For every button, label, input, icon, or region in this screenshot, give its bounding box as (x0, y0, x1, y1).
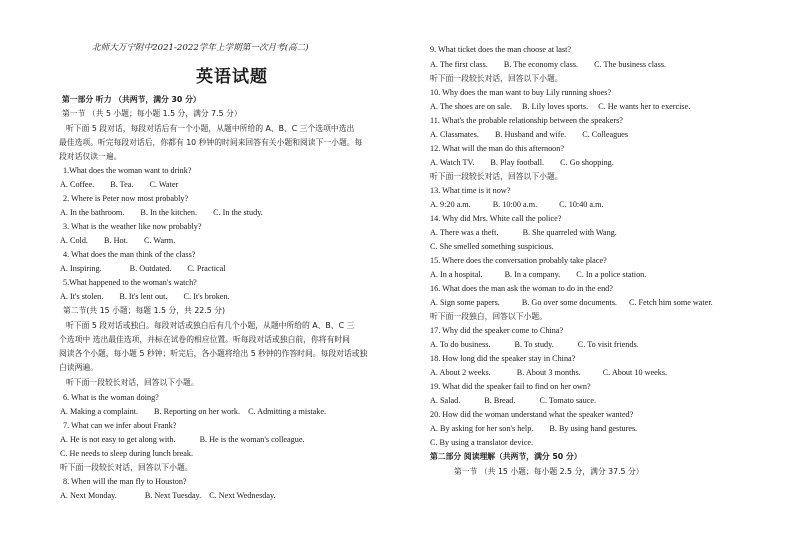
option-a: A. It's stolen. (60, 292, 104, 301)
section2-instruction-line: 阅读各个小题，每小题 5 秒钟；听完后，各小题将给出 5 秒钟的作答时间。每段对话或独 (59, 349, 368, 358)
option-c: C. In the study. (213, 208, 263, 217)
section2-instruction-line: 白读两遍。 (59, 363, 98, 372)
question-14-options-ab (430, 227, 617, 238)
option-a: A. About 2 weeks. (430, 368, 491, 377)
question-17-options (430, 339, 639, 350)
option-a: A. In a hospital. (430, 270, 483, 279)
option-c: C. In a police station. (576, 270, 647, 279)
question-10: 10. Why does the man want to buy Lily running shoes? (430, 88, 612, 97)
option-a: A. Watch TV. (430, 158, 475, 167)
question-6: 6. What is the woman doing? (63, 393, 159, 402)
question-5-options (60, 291, 230, 302)
option-b: B. Tea. (110, 180, 134, 189)
question-3-options (60, 235, 175, 246)
question-18: 18. How long did the speaker stay in China? (430, 354, 576, 363)
listen-long-instruction: 听下面一段较长对话，回答以下小题。 (60, 463, 193, 472)
option-a: A. To do business. (430, 340, 491, 349)
question-11: 11. What's the probable relationship between the speakers? (430, 116, 623, 125)
option-a: A. The shoes are on sale. (430, 102, 512, 111)
option-a: A. Coffee. (60, 180, 95, 189)
question-9-options (430, 59, 666, 70)
question-3: 3. What is the weather like now probably? (63, 222, 202, 231)
option-b: B. Go over some documents. (521, 298, 617, 307)
option-b: B. Hot. (104, 236, 128, 245)
exam-header: 北师大万宁附中2021-2022学年上学期第一次月考(高二) (92, 43, 309, 53)
option-a: A. In the bathroom. (60, 208, 125, 217)
question-15-options (430, 269, 646, 280)
option-a: A. He is not easy to get along with. (60, 435, 176, 444)
question-16: 16. What does the man ask the woman to do in the end? (430, 284, 613, 293)
question-4: 4. What does the man think of the class? (63, 250, 196, 259)
option-b: B. Husband and wife. (494, 130, 567, 139)
option-a: A. Cold. (60, 236, 88, 245)
question-2: 2. Where is Peter now most probably? (63, 194, 189, 203)
question-8-options (60, 490, 276, 501)
option-c: C. Tomato sauce. (539, 396, 597, 405)
option-a: A. 9:20 a.m. (430, 200, 471, 209)
question-14-option-c: C. She smelled something suspicious. (430, 242, 554, 251)
question-4-options (60, 263, 226, 274)
right-column (420, 0, 794, 544)
question-5: 5.What happened to the woman's watch? (63, 278, 197, 287)
section1-instruction-line: 最佳选项。听完每段对话后，你都有 10 秒钟的时间来回答有关小题和阅读下一小题。每 (59, 138, 363, 147)
option-b: B. It's lent out. (119, 292, 168, 301)
question-9: 9. What ticket does the man choose at last? (430, 45, 572, 54)
question-7-options-ab (60, 434, 305, 445)
question-20-options-ab (430, 423, 637, 434)
option-c: C. Colleagues (582, 130, 629, 139)
option-b: B. In the kitchen. (140, 208, 198, 217)
option-c: C. Admitting a mistake. (248, 407, 327, 416)
part2-heading: 第二部分 阅读理解（共两节，满分 50 分） (430, 452, 582, 461)
listen-monologue-instruction: 听下面一段独白，回答以下小题。 (430, 312, 547, 321)
option-b: B. In a company. (504, 270, 561, 279)
option-c: C. It's broken. (183, 292, 230, 301)
option-a: A. Sign some papers. (430, 298, 500, 307)
option-b: B. Bread. (484, 396, 516, 405)
option-a: A. Next Monday. (60, 491, 117, 500)
question-7-option-c: C. He needs to sleep during lunch break. (60, 449, 194, 458)
option-a: A. Inspiring. (60, 264, 102, 273)
listen-long-instruction: 听下面一段较长对话，回答以下小题。 (66, 378, 199, 387)
question-19: 19. What did the speaker fail to find on her own? (430, 382, 591, 391)
question-1-options (60, 179, 178, 190)
page-title: 英语试题 (196, 67, 268, 87)
option-b: B. Reporting on her work. (154, 407, 241, 416)
section2-heading: 第二节(共 15 小题；每题 1.5 分，共 22.5 分) (63, 306, 225, 315)
question-11-options (430, 129, 628, 140)
option-c: C. 10:40 a.m. (559, 200, 604, 209)
question-1: 1.What does the woman want to drink? (63, 166, 192, 175)
option-b: B. About 3 months. (516, 368, 581, 377)
option-b: B. Next Tuesday. (144, 491, 202, 500)
question-18-options (430, 367, 667, 378)
option-c: C. To visit friends. (577, 340, 639, 349)
question-17: 17. Why did the speaker come to China? (430, 326, 564, 335)
question-13: 13. What time is it now? (430, 186, 511, 195)
section1-heading: 第一节 （共 5 小题；每小题 1.5 分，满分 7.5 分） (62, 109, 242, 118)
option-a: A. By asking for her son's help. (430, 424, 534, 433)
question-6-options (60, 406, 326, 417)
part2-section1-heading: 第一节 （共 15 小题；每小题 2.5 分，满分 37.5 分） (454, 467, 644, 476)
section2-instruction-line: 听下面 5 段对话或独白。每段对话或独白后有几个小题，从题中所给的 A、B、C 三 (66, 321, 355, 330)
question-20-option-c: C. By using a translator device. (430, 438, 534, 447)
option-c: C. About 10 weeks. (602, 368, 668, 377)
option-c: C. Next Wednesday. (209, 491, 276, 500)
question-12-options (430, 157, 614, 168)
part1-heading: 第一部分 听力 （共两节，满分 30 分） (62, 95, 201, 104)
question-13-options (430, 199, 604, 210)
option-a: A. The first class. (430, 60, 488, 69)
section2-instruction-line: 个选项中 选出最佳选项，并标在试卷的相应位置。听每段对话或独白前，你将有时间 (59, 335, 350, 344)
option-b: B. Outdated. (129, 264, 172, 273)
question-8: 8. When will the man fly to Houston? (63, 477, 187, 486)
question-12: 12. What will the man do this afternoon? (430, 144, 565, 153)
question-14: 14. Why did Mrs. White call the police? (430, 214, 562, 223)
option-b: B. Play football. (490, 158, 545, 167)
question-16-options (430, 297, 713, 308)
listen-long-instruction: 听下面一段较长对话，回答以下小题。 (430, 74, 563, 83)
question-2-options (60, 207, 263, 218)
question-15: 15. Where does the conversation probably take place? (430, 256, 607, 265)
question-20: 20. How did the woman understand what the speaker wanted? (430, 410, 634, 419)
option-c: C. Water (149, 180, 179, 189)
question-19-options (430, 395, 596, 406)
option-b: B. By using hand gestures. (549, 424, 638, 433)
section1-instruction-line: 段对话仅读一遍。 (59, 152, 122, 161)
option-c: C. Warm. (143, 236, 176, 245)
option-c: C. Fetch him some water. (628, 298, 713, 307)
option-c: C. Go shopping. (560, 158, 614, 167)
option-c: C. Practical (187, 264, 226, 273)
option-a: A. Making a complaint. (60, 407, 138, 416)
listen-long-instruction: 听下面一段较长对话，回答以下小题。 (430, 172, 563, 181)
option-c: C. The business class. (594, 60, 667, 69)
question-7: 7. What can we infer about Frank? (63, 421, 177, 430)
option-b: B. The economy class. (503, 60, 579, 69)
option-a: A. Classmates. (430, 130, 479, 139)
option-b: B. She quarreled with Wang. (522, 228, 617, 237)
option-b: B. He is the woman's colleague. (199, 435, 305, 444)
option-a: A. Salad. (430, 396, 461, 405)
option-c: C. He wants her to exercise. (598, 102, 691, 111)
section1-instruction-line: 听下面 5 段对话，每段对话后有一个小题，从题中所给的 A、B、C 三个选项中选出 (66, 124, 355, 133)
option-b: B. 10:00 a.m. (492, 200, 538, 209)
option-a: A. There was a theft. (430, 228, 499, 237)
option-b: B. Lily loves sports. (521, 102, 589, 111)
question-10-options (430, 101, 690, 112)
option-b: B. To study. (514, 340, 554, 349)
